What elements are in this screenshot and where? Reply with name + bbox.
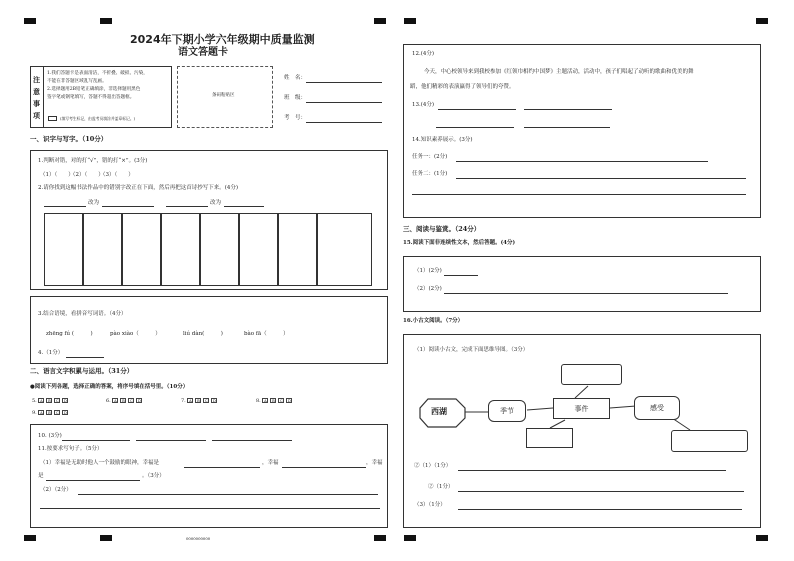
choice-option[interactable]: B — [122, 399, 125, 403]
q16-answer-2-line[interactable] — [458, 491, 744, 492]
class-label: 班 级： — [284, 95, 307, 101]
notice-label: 注 意 事 项 — [33, 75, 40, 120]
choice-group: 8. A B C D — [256, 398, 291, 404]
name-label: 姓 名： — [284, 75, 307, 81]
choice-group: 7. A B C D — [181, 398, 216, 404]
q1-item[interactable]: （1）（ ） — [40, 172, 74, 178]
q11-s1-text: 。（3分） — [142, 473, 165, 479]
section-2-title: 二、语言文字积累与运用。（31分） — [30, 367, 134, 375]
choice-option[interactable]: D — [212, 399, 216, 403]
mindmap-node-season: 季节 — [488, 400, 526, 422]
q1-item[interactable]: （3）（ ） — [100, 172, 134, 178]
footer-code: 0000000000 — [186, 536, 211, 541]
page-title: 2024年下期小学六年级期中质量监测 — [130, 33, 315, 46]
q11-s1-text: ，幸福 — [366, 460, 383, 466]
q11-title: 11.按要求写句子。（5分） — [38, 446, 103, 452]
choice-option[interactable]: A — [40, 411, 43, 415]
q16-answer-3: （3）（1分） — [414, 502, 446, 508]
barcode-label: 条码粘贴区 — [212, 93, 235, 98]
section-1-title: 一、识字与写字。（10分） — [30, 135, 108, 143]
choice-option[interactable]: C — [205, 399, 208, 403]
q4-label: 4.（1分） — [38, 350, 64, 356]
q3-title: 3.结合语境，看拼音写词语。（4分） — [38, 311, 127, 317]
q16-part1: （1）阅读小古文，完成下面思维导图。（3分） — [414, 347, 529, 353]
q15-part2: （2）(2分) — [414, 286, 442, 292]
q1-item[interactable]: （2）（ ） — [70, 172, 104, 178]
choice-option[interactable]: D — [287, 399, 291, 403]
mindmap-blank[interactable] — [526, 428, 573, 448]
mindmap-blank[interactable] — [671, 430, 748, 452]
q16-answer-1-line[interactable] — [458, 470, 726, 471]
q16-answer-3-line[interactable] — [458, 509, 742, 510]
q2-change-label: 改为 — [210, 200, 222, 206]
choice-option[interactable]: C — [130, 399, 133, 403]
q12-label: 12.(4分) — [412, 51, 435, 57]
choice-group: 6. A B C D — [106, 398, 141, 404]
q15-title: 15.阅读下面非连续性文本，然后答题。(4分) — [403, 240, 516, 246]
choice-option[interactable]: C — [56, 399, 59, 403]
q16-answer-2: ②（1分） — [428, 484, 454, 490]
q12-text: 今天，中心校领导来到我校参加《红领巾相约中国梦》主题活动，活动中，孩子们唱起了动听的歌曲和优美的舞 — [424, 69, 694, 75]
q15-part1: （1）(2分) — [414, 268, 442, 274]
mindmap-blank[interactable] — [561, 364, 622, 385]
choice-option[interactable]: C — [56, 411, 59, 415]
q14-task1: 任务一：(2分) — [412, 154, 448, 160]
choice-option[interactable]: A — [189, 399, 192, 403]
q3-pinyin[interactable]: bào fā（ ） — [244, 331, 289, 337]
section-3-title: 三、阅读与鉴赏。（24分） — [403, 225, 481, 233]
q2-change-label: 改为 — [88, 200, 100, 206]
q16-title: 16.小古文阅读。（7分） — [403, 318, 464, 324]
choice-title: ●阅读下列各题，选择正确的答案，将序号填在括号里。（10分） — [30, 384, 189, 390]
choice-group: 9. A B C D — [32, 410, 67, 416]
q11-s1-text: （1）幸福是无助时他人一个鼓励的眼神，幸福是 — [40, 460, 160, 466]
q13-label: 13.(4分) — [412, 102, 435, 108]
q11-s2-label: （2）（2分） — [40, 487, 72, 493]
choice-option[interactable]: A — [114, 399, 117, 403]
choice-option[interactable]: B — [272, 399, 275, 403]
q11-s1-text: 是 — [38, 473, 44, 479]
q16-answer-1: ②（1）（1分） — [414, 463, 452, 469]
mindmap-node-feeling: 感受 — [634, 396, 680, 420]
choice-option[interactable]: D — [137, 399, 141, 403]
choice-option[interactable]: A — [40, 399, 43, 403]
page-subtitle: 语文答题卡 — [178, 47, 228, 58]
notice-text: 1.我们答题卡是表面清洁，不折叠、破损、污染， 不能在非答题区域乱写乱画。 2.选择题用2B铅笔正确填涂，非选择题用黑色 签字笔或钢笔填写，答题不得超出答题框。 — [47, 71, 148, 100]
number-label: 考 号： — [284, 115, 307, 121]
mindmap-center: 西湖 — [431, 407, 447, 416]
q12-text: 蹈，他们精彩的表演赢得了领导们的夸赞。 — [410, 84, 515, 90]
notice-example: (填写考生标记，由监考员填涂并盖章标记。) — [60, 116, 136, 121]
choice-group: 5. A B C D — [32, 398, 67, 404]
q11-s1-text: ，幸福 — [262, 460, 279, 466]
q2-title: 2.请你找到这幅书法作品中的错别字改正在下面，然后再把这首诗抄写下来。(4分) — [38, 185, 239, 191]
choice-option[interactable]: A — [264, 399, 267, 403]
choice-option[interactable]: D — [63, 411, 67, 415]
q1-title: 1.判断对错，对的打“√”，错的打“×”。(3分) — [38, 158, 148, 164]
choice-option[interactable]: B — [48, 399, 51, 403]
q3-pinyin[interactable]: zhēng fú ( ) — [46, 331, 93, 337]
q14-title: 14.知识素养展示。(3分) — [412, 137, 473, 143]
choice-option[interactable]: D — [63, 399, 67, 403]
choice-option[interactable]: C — [280, 399, 283, 403]
choice-option[interactable]: B — [197, 399, 200, 403]
q3-pinyin[interactable]: liú dàn( ) — [183, 331, 223, 337]
mindmap-node-event: 事件 — [553, 398, 610, 419]
q10-label: 10. (3分) — [38, 433, 62, 439]
q14-task2: 任务二：(1分) — [412, 171, 448, 177]
q3-pinyin[interactable]: pào xiào（ ） — [110, 331, 161, 337]
choice-option[interactable]: B — [48, 411, 51, 415]
